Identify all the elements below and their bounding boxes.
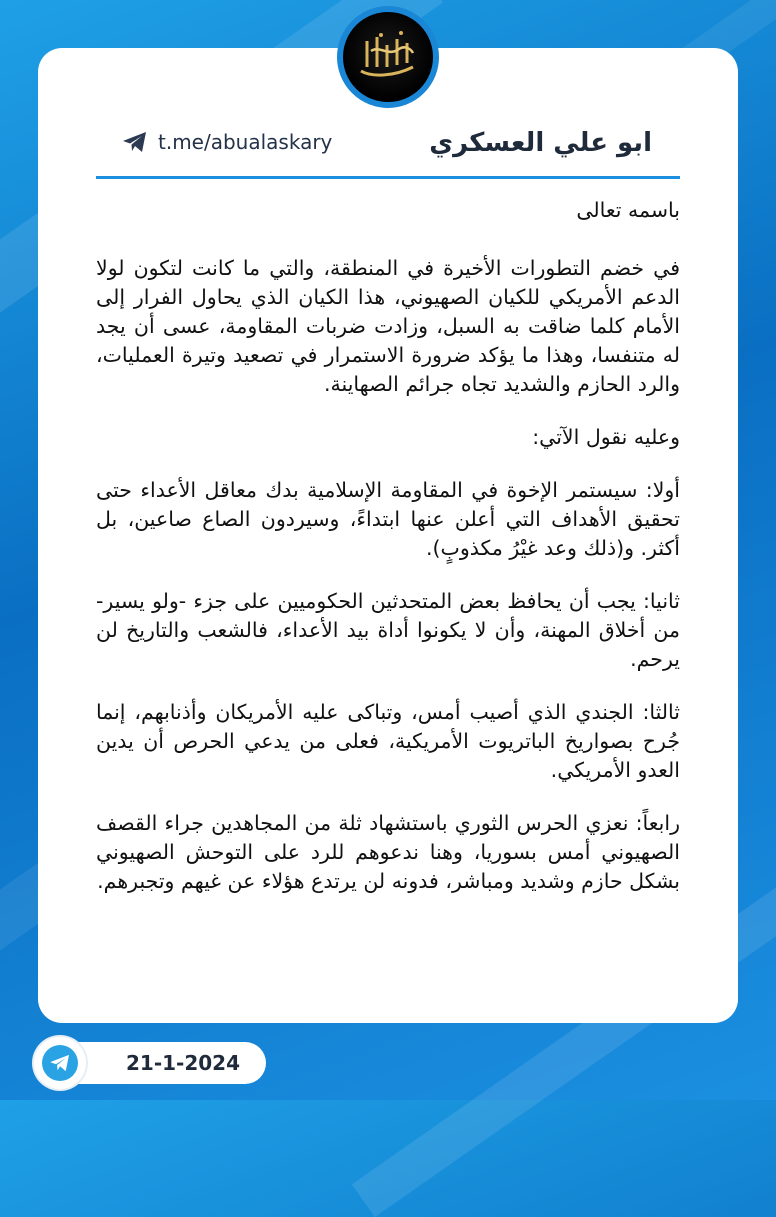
author-name: ابو علي العسكري: [429, 128, 652, 158]
statement-card: [38, 48, 738, 1023]
telegram-icon: [49, 1054, 71, 1072]
channel-link-text: t.me/abualaskary: [158, 130, 333, 154]
statement-date: 21-1-2024: [126, 1051, 241, 1075]
point-1-paragraph: أولا: سيستمر الإخوة في المقاومة الإسلامية بدك معاقل الأعداء حتى تحقيق الأهداف التي أعلن عنها ابتداءً، وسيردون الصاع صاعين، بل أكثر. و(ذلك وعد غيْرُ مكذوبٍ).: [96, 478, 680, 560]
opening-line: باسمه تعالى: [576, 198, 680, 222]
calligraphy-logo-icon: [337, 6, 439, 108]
point-3-paragraph: ثالثا: الجندي الذي أصيب أمس، وتباكى عليه الأمريكان وأذنابهم، إنما جُرح بصواريخ الباتريوت الأمريكية، فعلى من يدعي الحرص أن يدين العدو الأمريكي.: [96, 700, 680, 782]
lead-in-line: وعليه نقول الآتي:: [532, 425, 680, 449]
date-badge: [38, 1042, 266, 1084]
telegram-button[interactable]: [34, 1037, 86, 1089]
statement-body: [96, 196, 680, 896]
intro-paragraph: في خضم التطورات الأخيرة في المنطقة، والتي ما كانت لتكون لولا الدعم الأمريكي للكيان الصهيوني، هذا الكيان الذي يحاول الفرار إلى الأمام كلما ضاقت به السبل، وزادت ضربات المقاومة، عسى أن يجد له متنفسا، وهذا ما يؤكد ضرورة الاستمرار في تصعيد وتيرة العمليات، والرد الحازم والشديد تجاه جرائم الصهاينة.: [96, 256, 680, 396]
point-4-paragraph: رابعاً: نعزي الحرس الثوري باستشهاد ثلة من المجاهدين جراء القصف الصهيوني أمس بسوريا، وهنا ندعوهم للرد على التوحش الصهيوني بشكل حازم وشديد ومباشر، فدونه لن يرتدع هؤلاء عن غيهم وتجبرهم.: [96, 811, 680, 893]
point-2-paragraph: ثانيا: يجب أن يحافظ بعض المتحدثين الحكوميين على جزء -ولو يسير- من أخلاق المهنة، وأن لا يكونوا أداة بيد الأعداء، فالشعب والتاريخ لن يرحم.: [96, 589, 680, 671]
header-divider: [96, 176, 680, 179]
telegram-icon: [122, 131, 148, 153]
channel-link[interactable]: [122, 130, 332, 154]
allahu-akbar-calligraphy-icon: [353, 27, 423, 87]
